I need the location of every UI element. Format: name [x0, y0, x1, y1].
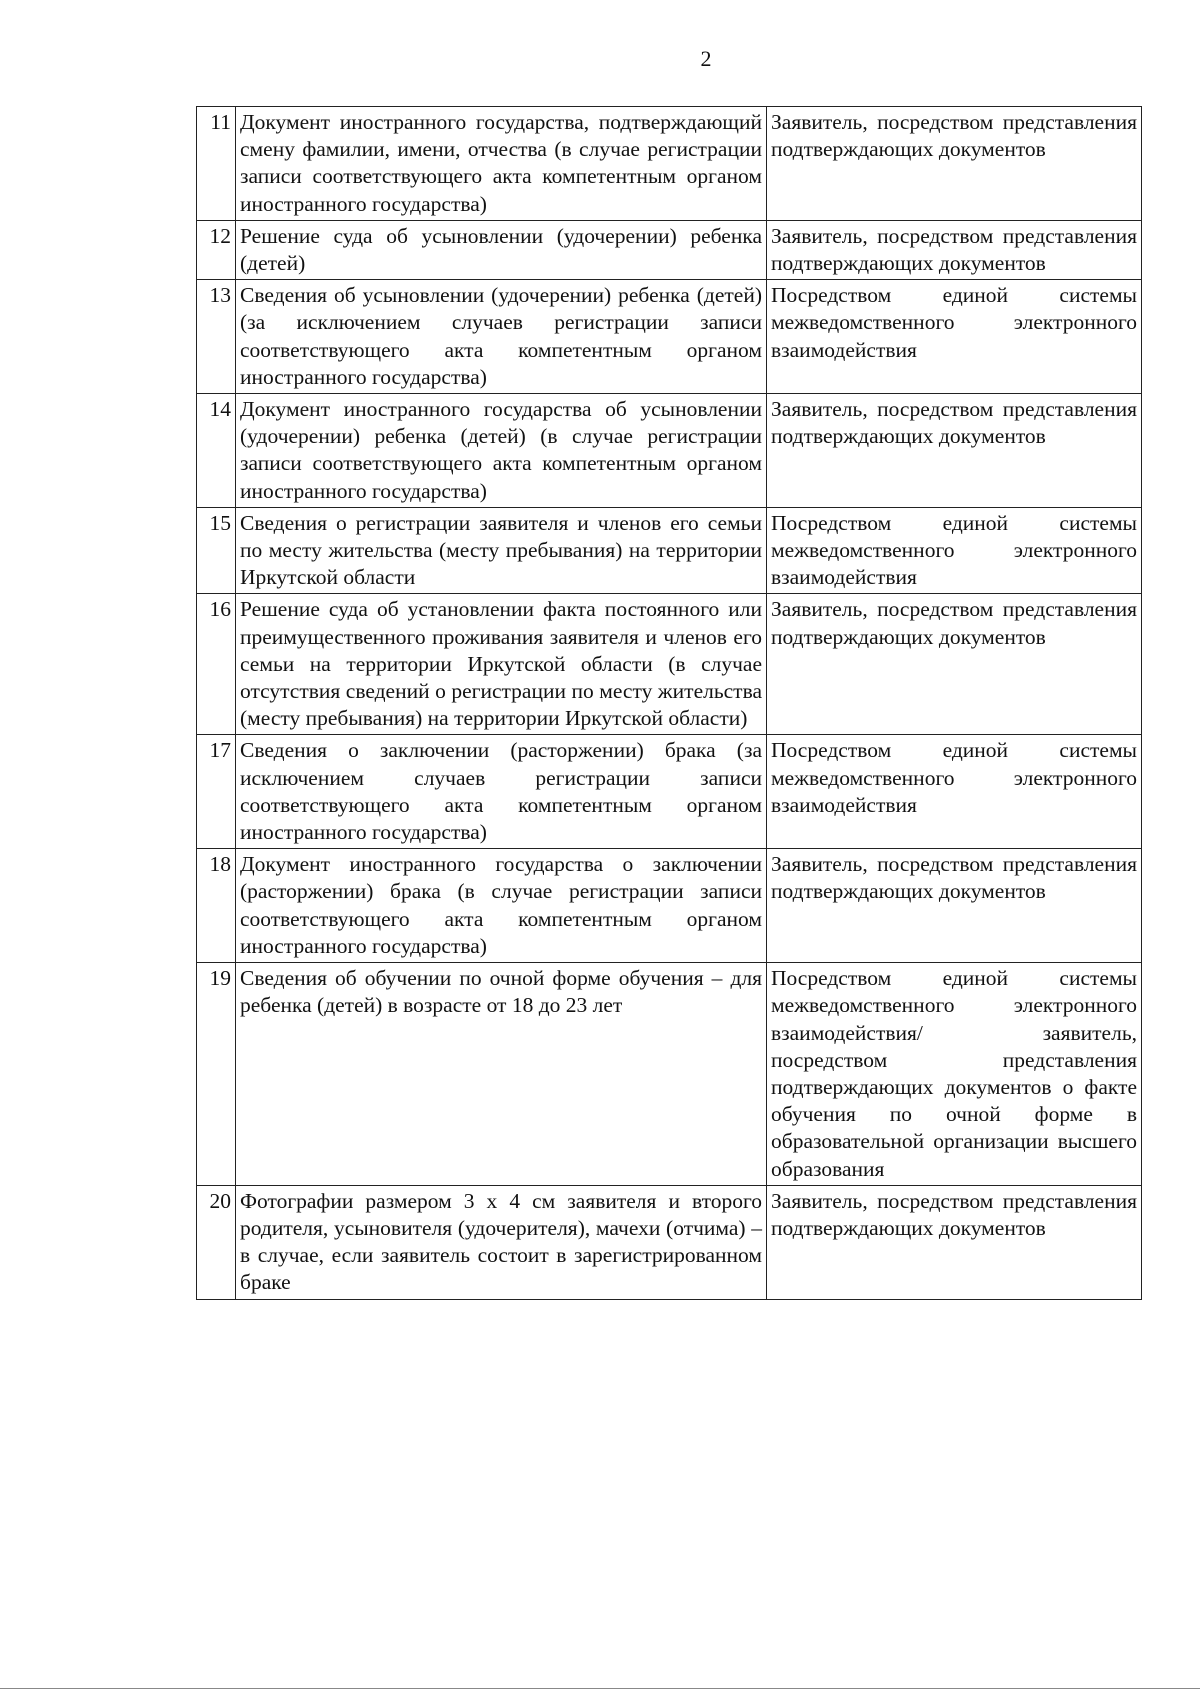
row-number: 17	[197, 735, 236, 849]
table-row	[197, 1185, 1142, 1299]
submission-method: Посредством единой системы межведомственного электронного взаимодействия/ заявитель, посредством представления подтверждающих документов о факте обучения по очной форме в образовательной организации высшего образования	[767, 963, 1142, 1186]
document-description: Сведения об обучении по очной форме обучения – для ребенка (детей) в возрасте от 18 до 23 лет	[236, 963, 767, 1186]
row-number: 18	[197, 849, 236, 963]
scan-edge-line	[0, 1688, 1200, 1689]
document-description: Решение суда об установлении факта постоянного или преимущественного проживания заявителя и членов его семьи на территории Иркутской области (в случае отсутствия сведений о регистрации по месту жительства (месту пребывания) на территории Иркутской области)	[236, 594, 767, 735]
submission-method: Заявитель, посредством представления подтверждающих документов	[767, 220, 1142, 279]
document-description: Фотографии размером 3 х 4 см заявителя и второго родителя, усыновителя (удочерителя), мачехи (отчима) – в случае, если заявитель состоит в зарегистрированном браке	[236, 1185, 767, 1299]
document-description: Сведения о заключении (расторжении) брака (за исключением случаев регистрации записи соответствующего акта компетентным органом иностранного государства)	[236, 735, 767, 849]
submission-method: Заявитель, посредством представления подтверждающих документов	[767, 394, 1142, 508]
table-row	[197, 280, 1142, 394]
page-number: 2	[700, 46, 712, 71]
document-description: Документ иностранного государства, подтверждающий смену фамилии, имени, отчества (в случае регистрации записи соответствующего акта компетентным органом иностранного государства)	[236, 107, 767, 221]
document-description: Сведения о регистрации заявителя и членов его семьи по месту жительства (месту пребывания) на территории Иркутской области	[236, 507, 767, 594]
row-number: 19	[197, 963, 236, 1186]
table-row	[197, 735, 1142, 849]
row-number: 20	[197, 1185, 236, 1299]
submission-method: Заявитель, посредством представления подтверждающих документов	[767, 107, 1142, 221]
table-row	[197, 220, 1142, 279]
document-description: Документ иностранного государства об усыновлении (удочерении) ребенка (детей) (в случае регистрации записи соответствующего акта компетентным органом иностранного государства)	[236, 394, 767, 508]
row-number: 12	[197, 220, 236, 279]
submission-method: Заявитель, посредством представления подтверждающих документов	[767, 849, 1142, 963]
row-number: 16	[197, 594, 236, 735]
table-row	[197, 507, 1142, 594]
submission-method: Посредством единой системы межведомственного электронного взаимодействия	[767, 507, 1142, 594]
table-row	[197, 849, 1142, 963]
row-number: 15	[197, 507, 236, 594]
row-number: 13	[197, 280, 236, 394]
submission-method: Посредством единой системы межведомственного электронного взаимодействия	[767, 280, 1142, 394]
submission-method: Заявитель, посредством представления подтверждающих документов	[767, 1185, 1142, 1299]
documents-table-body	[197, 107, 1142, 1300]
document-description: Документ иностранного государства о заключении (расторжении) брака (в случае регистрации записи соответствующего акта компетентным органом иностранного государства)	[236, 849, 767, 963]
submission-method: Заявитель, посредством представления подтверждающих документов	[767, 594, 1142, 735]
table-row	[197, 107, 1142, 221]
submission-method: Посредством единой системы межведомственного электронного взаимодействия	[767, 735, 1142, 849]
row-number: 11	[197, 107, 236, 221]
document-description: Сведения об усыновлении (удочерении) ребенка (детей) (за исключением случаев регистрации записи соответствующего акта компетентным органом иностранного государства)	[236, 280, 767, 394]
documents-table	[196, 106, 1142, 1300]
table-row	[197, 394, 1142, 508]
row-number: 14	[197, 394, 236, 508]
table-row	[197, 963, 1142, 1186]
document-description: Решение суда об усыновлении (удочерении) ребенка (детей)	[236, 220, 767, 279]
table-row	[197, 594, 1142, 735]
